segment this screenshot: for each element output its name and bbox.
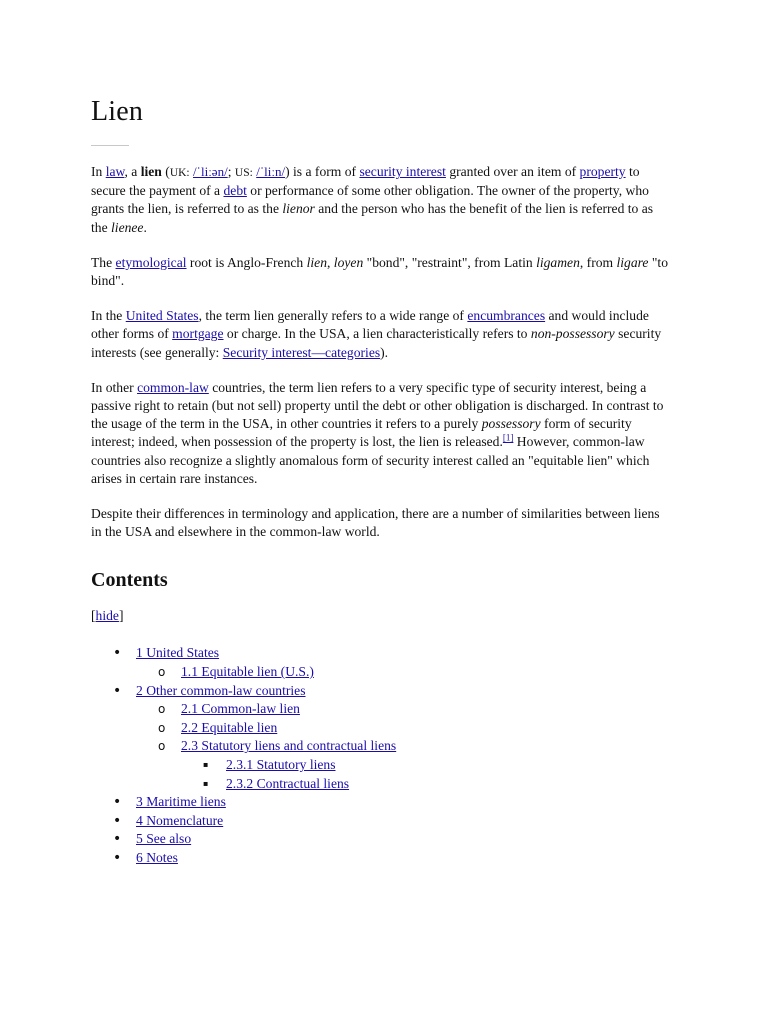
text: In the	[91, 308, 126, 324]
toc-item	[91, 830, 671, 849]
toc-item	[91, 775, 671, 794]
toc-link[interactable]: 4 Nomenclature	[136, 812, 224, 828]
link-common-law[interactable]: common-law	[137, 379, 209, 395]
text: granted over an item of	[445, 164, 580, 179]
hide-toc-link[interactable]: hide	[95, 608, 119, 624]
toc-link[interactable]: 6 Notes	[136, 849, 178, 865]
text: , the term lien generally refers to a wide range of	[198, 308, 468, 324]
text: ) is a form of	[285, 164, 360, 179]
text: ;	[227, 164, 232, 179]
text: ,	[327, 254, 334, 270]
link-etymological[interactable]: etymological	[115, 254, 187, 270]
link-security-interest[interactable]: security interest	[359, 164, 446, 179]
link-ipa-us[interactable]: /ˈliːn/	[256, 164, 286, 179]
term-loyen: loyen	[333, 254, 364, 270]
text: "to bind".	[91, 254, 668, 289]
bullet-icon: o	[158, 720, 166, 735]
text: In	[91, 164, 106, 179]
bullet-icon: •	[113, 849, 122, 866]
text: or performance of some other obligation. The owner of the property, who grants the lien, is referred to as the	[91, 183, 649, 217]
text: or charge. In the USA, a lien characteristically refers to	[223, 326, 531, 342]
link-united-states[interactable]: United States	[125, 308, 199, 324]
table-of-contents	[91, 644, 671, 867]
text: In other	[91, 379, 138, 395]
term-non-possessory: non-possessory	[530, 326, 615, 342]
term-ligamen: ligamen	[536, 254, 580, 270]
text: and would include other forms of	[91, 308, 649, 342]
footnote-link-1[interactable]: [1]	[502, 432, 514, 443]
term-lien-af: lien	[306, 254, 327, 270]
bullet-icon: •	[113, 831, 122, 848]
article-content	[91, 92, 671, 868]
etymology-paragraph	[91, 254, 671, 290]
text: However, common-law countries also recognize a slightly anomalous form of security interest called an "equitable lien" which arises in certain rare instances.	[91, 434, 650, 486]
bullet-icon: •	[113, 794, 122, 811]
toc-item	[91, 644, 671, 663]
bullet-icon: o	[158, 739, 166, 754]
toc-item	[91, 737, 671, 756]
toc-link[interactable]: 1 United States	[136, 645, 220, 661]
us-paragraph	[91, 307, 671, 362]
us-label: US:	[234, 167, 253, 179]
toc-item	[91, 793, 671, 812]
bullet-icon: •	[113, 682, 122, 699]
text: countries, the term lien refers to a very specific type of security interest, being a passive right to retain (but not sell) property until the debt or other obligation is discharged. In contrast to the usage of the term in the USA, in other countries it refers to a purely	[91, 379, 664, 432]
toc-link[interactable]: 3 Maritime liens	[136, 794, 226, 810]
common-law-paragraph	[91, 379, 671, 488]
toc-item	[91, 663, 671, 682]
text: security interests (see generally:	[91, 326, 662, 360]
text: ).	[380, 344, 389, 360]
page-title: Lien	[91, 96, 144, 127]
term-possessory: possessory	[481, 416, 541, 432]
text: "bond", "restraint", from Latin	[363, 254, 537, 270]
toc-item	[91, 700, 671, 719]
bullet-icon: •	[113, 645, 122, 662]
text: .	[143, 219, 147, 235]
link-ipa-uk[interactable]: /ˈliːən/	[193, 164, 228, 179]
text: , a	[124, 164, 141, 179]
link-property[interactable]: property	[579, 164, 626, 179]
bullet-icon: o	[158, 702, 166, 717]
term-lienor: lienor	[282, 201, 315, 217]
toc-item	[91, 756, 671, 775]
text: (	[161, 164, 170, 179]
term-lienee: lienee	[111, 219, 144, 235]
toc-link[interactable]: 2.2 Equitable lien	[181, 719, 278, 735]
toc-link[interactable]: 1.1 Equitable lien (U.S.)	[181, 664, 314, 680]
toc-link[interactable]: 2.3 Statutory liens and contractual liens	[181, 738, 397, 754]
text: form of security interest; indeed, when possession of the property is lost, the lien is released.	[91, 416, 632, 450]
link-mortgage[interactable]: mortgage	[172, 326, 224, 342]
intro-paragraph	[91, 163, 671, 237]
text: The	[91, 254, 116, 270]
similarities-paragraph: Despite their differences in terminology and application, there are a number of similarities between liens in the USA and elsewhere in the common-law world.	[91, 506, 660, 540]
text: , from	[579, 254, 617, 270]
toc-link[interactable]: 2 Other common-law countries	[136, 682, 306, 698]
bullet-icon: •	[113, 812, 122, 829]
link-law[interactable]: law	[105, 164, 125, 179]
bracket-open: [	[91, 608, 96, 624]
toc-link[interactable]: 2.3.2 Contractual liens	[226, 775, 350, 791]
bullet-icon: o	[158, 665, 166, 680]
term-ligare: ligare	[616, 254, 649, 270]
toc-item	[91, 682, 671, 701]
bullet-icon: ▪	[203, 760, 209, 770]
toc-toggle	[91, 607, 671, 625]
uk-label: UK:	[169, 167, 190, 179]
link-security-interest-categories[interactable]: Security interest—categories	[222, 344, 381, 360]
bullet-icon: ▪	[203, 778, 209, 788]
bracket-close: ]	[118, 608, 124, 624]
toc-link[interactable]: 5 See also	[136, 831, 192, 847]
toc-item	[91, 849, 671, 868]
toc-item	[91, 719, 671, 738]
text: root is Anglo-French	[186, 254, 307, 270]
contents-heading: Contents	[91, 569, 168, 592]
link-debt[interactable]: debt	[223, 183, 247, 199]
toc-link[interactable]: 2.1 Common-law lien	[181, 701, 300, 717]
toc-link[interactable]: 2.3.1 Statutory liens	[226, 757, 336, 773]
toc-item	[91, 812, 671, 831]
title-divider	[91, 145, 129, 146]
term-lien: lien	[140, 164, 162, 179]
link-encumbrances[interactable]: encumbrances	[467, 308, 546, 324]
text: to secure the payment of a	[91, 164, 640, 199]
text: and the person who has the benefit of the lien is referred to as the	[91, 201, 654, 235]
